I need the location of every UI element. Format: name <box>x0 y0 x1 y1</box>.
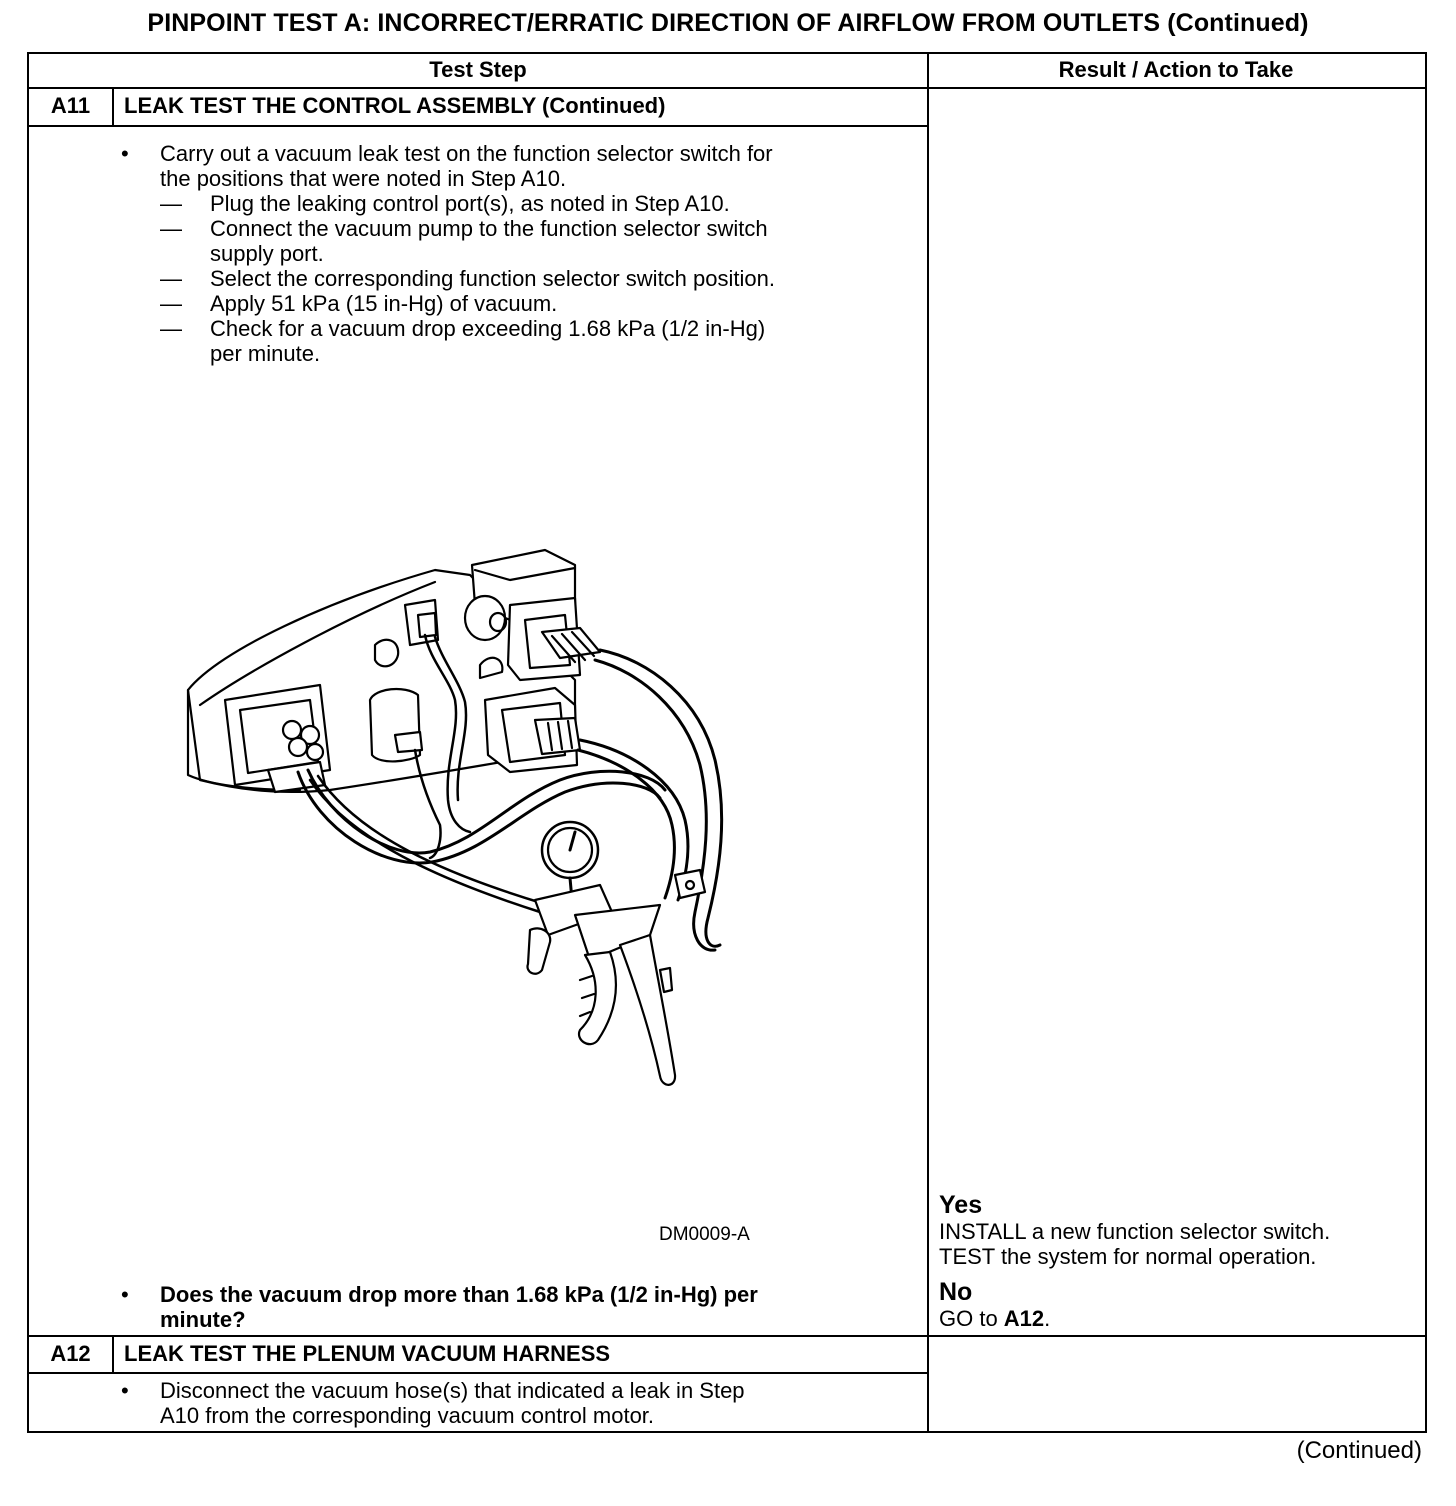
a11-question: Does the vacuum drop more than 1.68 kPa (1/2 in-Hg) per <box>160 1282 758 1307</box>
a11-substep: per minute. <box>210 341 321 366</box>
a11-substep: supply port. <box>210 241 324 266</box>
page-title: PINPOINT TEST A: INCORRECT/ERRATIC DIRECTION OF AIRFLOW FROM OUTLETS (Continued) <box>147 9 1309 37</box>
a12-instruction-line: Disconnect the vacuum hose(s) that indicated a leak in Step <box>160 1378 745 1403</box>
step-title-a11: LEAK TEST THE CONTROL ASSEMBLY (Continued) <box>124 93 666 118</box>
step-title-a12: LEAK TEST THE PLENUM VACUUM HARNESS <box>124 1341 611 1366</box>
dash-icon: — <box>160 191 182 216</box>
column-header-test-step: Test Step <box>429 57 527 82</box>
a11-question: minute? <box>160 1307 246 1332</box>
a11-substep: Apply 51 kPa (15 in-Hg) of vacuum. <box>210 291 558 316</box>
result-no-action: GO to A12. <box>939 1306 1051 1331</box>
bullet-icon: • <box>121 1282 129 1307</box>
a11-substep: Select the corresponding function selector switch position. <box>210 266 775 291</box>
figure-id: DM0009-A <box>659 1224 750 1245</box>
a11-instruction-line: Carry out a vacuum leak test on the function selector switch for <box>160 141 773 166</box>
step-number-a11: A11 <box>50 93 91 118</box>
result-no-label: No <box>939 1278 973 1306</box>
dash-icon: — <box>160 266 182 291</box>
continued-footer: (Continued) <box>1296 1437 1422 1464</box>
dash-icon: — <box>160 216 182 241</box>
result-yes-label: Yes <box>939 1191 983 1219</box>
step-number-a12: A12 <box>50 1341 91 1366</box>
result-yes-action: INSTALL a new function selector switch. <box>939 1219 1331 1244</box>
a11-substep: Check for a vacuum drop exceeding 1.68 kPa (1/2 in-Hg) <box>210 316 766 341</box>
result-yes-action: TEST the system for normal operation. <box>939 1244 1317 1269</box>
goto-step-link: A12 <box>1003 1306 1045 1331</box>
vacuum-pump-control-assembly-illustration <box>180 540 740 1100</box>
dash-icon: — <box>160 316 182 341</box>
a11-substep: Plug the leaking control port(s), as noted in Step A10. <box>210 191 730 216</box>
bullet-icon: • <box>121 1378 129 1403</box>
a11-substep: Connect the vacuum pump to the function selector switch <box>210 216 768 241</box>
bullet-icon: • <box>121 141 129 166</box>
a11-instruction-line: the positions that were noted in Step A10. <box>160 166 567 191</box>
a12-instruction-line: A10 from the corresponding vacuum control motor. <box>160 1403 655 1428</box>
column-header-result-action: Result / Action to Take <box>1058 57 1294 82</box>
dash-icon: — <box>160 291 182 316</box>
